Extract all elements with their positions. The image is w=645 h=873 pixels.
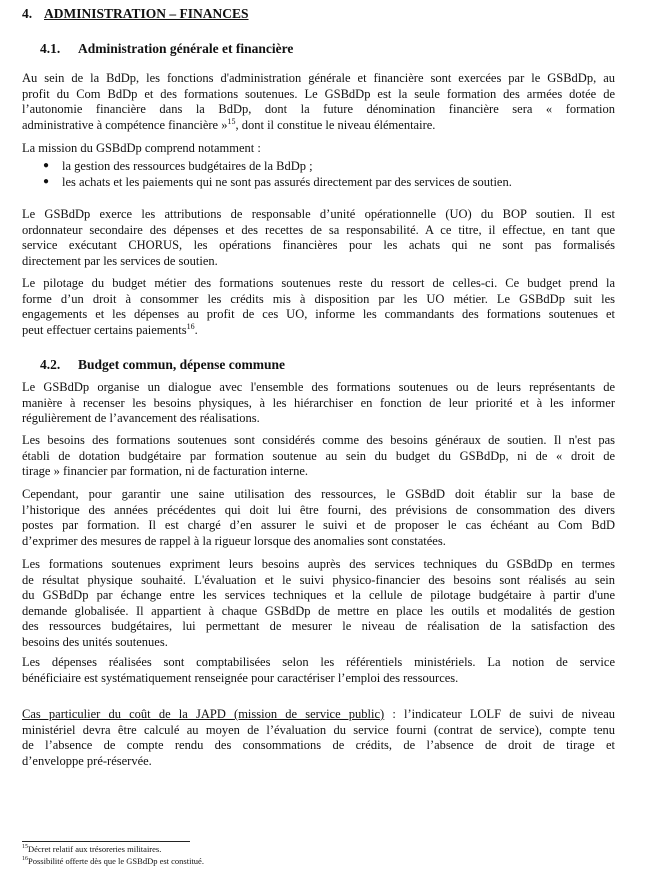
subsection-number: 4.2. [40,357,61,372]
text-line: du GSBdDp par échange entre les services techniques et la cellule de pilotage budgétaire à partir d'une [22,588,615,602]
text-line: établi de dotation budgétaire par formation soutenue au sein du budget du GSBdDp, ni de « droit de [22,448,615,463]
text-line: besoins des unités soutenues. [22,634,168,649]
text-line: Cas particulier du coût de la JAPD (mission de service public) : l’indicateur LOLF de suivi de niveau [22,707,615,721]
section-title: ADMINISTRATION – FINANCES [44,6,249,21]
text-line: tirage » financier par formation, ni de facturation interne. [22,464,308,478]
subsection-number: 4.1. [40,41,61,56]
text-line: profit du Com BdDp et des formations soutenues. Le GSBdDp est la seule formation des armées dotée de [22,86,615,101]
paragraph-uo-responsibility [22,207,615,269]
text-line: bénéficiaire est systématiquement renseignée pour caractériser l’emploi des ressources. [22,670,459,685]
list-item: ● les achats et les paiements qui ne sont pas assurés directement par des services de soutien. [43,175,512,189]
text-line: manière à recenser les besoins physiques, à les hiérarchiser en fonction de leur priorité et à les informer [22,395,615,410]
footnote: $^{15}$Décret relatif aux trésoreries militaires. [22,844,162,854]
mission-intro: La mission du GSBdDp comprend notamment : [22,141,261,155]
text-line: Au sein de la BdDp, les fonctions d'administration générale et financière sont exercées par le GSBdDp, au [22,71,615,85]
text-line: Le GSBdDp exerce les attributions de responsable d’unité opérationnelle (UO) du BOP soutien. Il est [22,207,615,221]
text-line: des ressources budgétaires, lui permettant de mesurer le niveau de réalisation de la satisfaction des [22,619,615,633]
text-line: ordonnateur secondaire des dépenses et des recettes de sa responsabilité. A ce titre, il effectue, en tant que [22,222,615,237]
text-line: Le pilotage du budget métier des formations soutenues reste du ressort de celles-ci. Ce budget prend la [22,276,615,290]
paragraph-budget-pilotage [22,276,615,338]
subsection-title: Administration générale et financière [78,41,294,56]
text-line: Cependant, pour garantir une saine utilisation des ressources, le GSBdD doit établir sur la base de [22,487,615,501]
text-line: directement par les services de soutien. [22,253,218,268]
text-line: Le GSBdDp organise un dialogue avec l'ensemble des formations soutenues ou de leurs représentants de [22,380,615,394]
text-line: d’enveloppe pré-réservée. [22,753,152,768]
text-line: postes par formation. Il est chargé d’en assurer le suivi et de proposer le cas échéant au Com BdD [22,518,615,532]
text-line: l’autonomie financière dans la BdDp, dont la future dénomination financière sera « formation [22,102,615,116]
section-heading [22,6,249,22]
text-line: administrative à compétence financière »$^{15}$, dont il constitue le niveau élémentaire. [22,116,436,132]
paragraph-dialogue [22,380,615,427]
text-line: service exécutant CHORUS, les opérations financières pour les achats qui ne sont pas formalisés [22,238,615,252]
text-line: régulièrement de l’avancement des réalisations. [22,411,260,425]
text-line: l’historique des années précédentes qui doit lui être fourni, des prévisions de consommation des divers [22,502,615,517]
subsection-title: Budget commun, dépense commune [78,357,286,372]
footnote: $^{16}$Possibilité offerte dès que le GSBdDp est constitué. [22,856,204,866]
footnote-divider [22,841,190,842]
text-line: ministériel devra être calculé au moyen de l’évaluation du service fourni (contrat de service), compte tenu [22,722,615,737]
paragraph-japd [22,707,615,769]
mission-list [22,158,615,190]
footnote-ref: 15 [227,116,236,126]
text-line: de l’absence de compte rendu des consommations de crédits, de l’absence de droit de tirage et [22,738,615,752]
text-line: demande globalisée. Il appartient à chaque GSBdDp de mettre en place les outils et modalités de gestion [22,603,615,618]
text-line: Les formations soutenues expriment leurs besoins auprès des services techniques du GSBdDp en termes [22,557,615,571]
list-item: ● la gestion des ressources budgétaires de la BdDp ; [43,159,313,173]
text-line: Les besoins des formations soutenues sont considérés comme des besoins généraux de soutien. Il n'est pas [22,433,615,447]
footnote-ref: 16 [186,321,195,331]
paragraph-admin-intro [22,71,615,133]
text-line: peut effectuer certains paiements$^{16}$. [22,321,198,337]
paragraph-technical-services [22,557,615,650]
japd-case-label: Cas particulier du coût de la JAPD (mission de service public) [22,707,385,721]
subsection-heading-4-2 [40,357,285,373]
subsection-heading-4-1 [40,41,293,57]
paragraph-forecasts [22,487,615,549]
paragraph-general-needs [22,433,615,480]
text-line: forme d’un droit à consommer les crédits mis à disposition par les UO métier. Le GSBdDp suit les [22,291,615,306]
text-line: engagements et les dépenses au profit de ces UO, informe les commandants des formations soutenues et [22,307,615,321]
paragraph-accounting [22,655,615,686]
text-line: de résultat physique souhaité. L'évaluation et le suivi physico-financier des besoins sont réalisés au sein [22,572,615,587]
text-line: Les dépenses réalisées sont comptabilisées selon les référentiels ministériels. La notion de service [22,655,615,669]
section-number: 4. [22,6,33,21]
text-line: d’exprimer des mesures de rappel à la rigueur lorsque des anomalies sont constatées. [22,533,446,548]
